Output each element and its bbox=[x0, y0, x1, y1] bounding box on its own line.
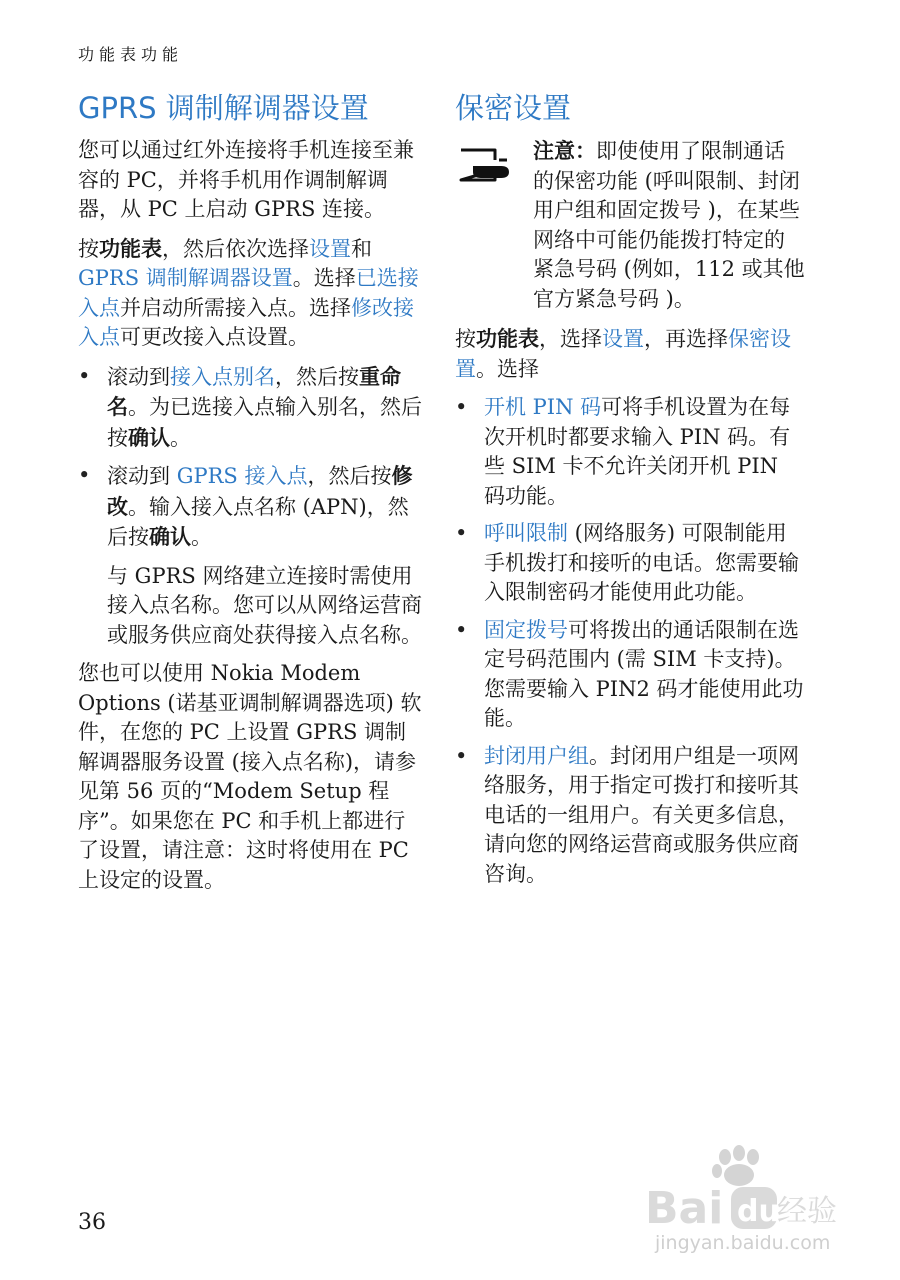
list-item bbox=[78, 362, 423, 454]
menu-term: 确认 bbox=[128, 424, 170, 450]
text: 。封闭用户组是一项网络服务，用于指定可拨打和接听其电话的一组用户。有关更多信息，请向您的网络运营商或服务供应商咨询。 bbox=[484, 743, 799, 886]
text: 。选择 bbox=[476, 356, 539, 381]
text: 。 bbox=[191, 525, 212, 549]
section-title-security-settings: 保密设置 bbox=[455, 91, 572, 125]
text: 可更改接入点设置。 bbox=[120, 325, 309, 349]
note-hand-icon bbox=[459, 146, 511, 184]
list-item bbox=[455, 742, 805, 890]
text: ，然后按 bbox=[275, 364, 359, 389]
text: 按 bbox=[455, 327, 476, 351]
text: 。 bbox=[170, 425, 191, 450]
list-item bbox=[455, 393, 805, 511]
text: ，再选择 bbox=[644, 327, 728, 351]
paragraph-instructions bbox=[78, 234, 423, 353]
text: ，选择 bbox=[539, 327, 602, 351]
paragraph-security-instructions bbox=[455, 324, 805, 384]
text: 。输入接入点名称 (APN)，然后按 bbox=[107, 494, 409, 549]
text: (网络服务) 可限制能用手机拨打和接听的电话。您需要输入限制密码才能使用此功能。 bbox=[484, 521, 799, 604]
text: 可将手机设置为在每次开机时都要求输入 PIN 码。有些 SIM 卡不允许关闭开机 PIN 码功能。 bbox=[484, 395, 791, 508]
link-call-barring[interactable]: 呼叫限制 bbox=[484, 521, 568, 545]
link-pin-code-request[interactable]: 开机 PIN 码 bbox=[484, 395, 602, 419]
list-item bbox=[78, 461, 423, 553]
text: 即使使用了限制通话的保密功能 (呼叫限制、封闭用户组和固定拨号 )，在某些网络中可能仍能拨打特定的紧急号码 (例如，112 或其他官方紧急号码 )。 bbox=[533, 139, 805, 311]
link-selected-access-point[interactable]: 已选接入点 bbox=[78, 266, 419, 320]
text: 滚动到 bbox=[107, 364, 170, 389]
page-number: 36 bbox=[78, 1210, 106, 1235]
note-text bbox=[533, 136, 805, 314]
link-closed-user-group[interactable]: 封闭用户组 bbox=[484, 743, 589, 768]
right-column bbox=[455, 88, 805, 898]
section-title-gprs-modem: GPRS 调制解调器设置 bbox=[78, 91, 369, 125]
link-edit-access-point[interactable]: 修改接入点 bbox=[78, 295, 414, 349]
menu-term: 功能表 bbox=[99, 235, 162, 261]
svg-text:jingyan.baidu.com: jingyan.baidu.com bbox=[655, 1232, 831, 1254]
link-gprs-modem-settings[interactable]: GPRS 调制解调器设置 bbox=[78, 266, 293, 290]
left-column bbox=[78, 88, 423, 904]
bullet-list-right bbox=[455, 393, 805, 889]
paragraph-apn-info: 与 GPRS 网络建立连接时需使用接入点名称。您可以从网络运营商或服务供应商处获得接入点名称。 bbox=[107, 563, 422, 647]
bullet-list-left bbox=[78, 362, 423, 553]
note-label: 注意： bbox=[533, 138, 596, 163]
text: 按 bbox=[78, 236, 99, 261]
svg-text:经验: 经验 bbox=[777, 1194, 837, 1229]
text: ，然后按 bbox=[307, 464, 392, 488]
menu-term: 确认 bbox=[149, 524, 191, 549]
note-box bbox=[455, 136, 805, 314]
text: ，然后依次选择 bbox=[162, 236, 309, 261]
list-item bbox=[455, 616, 805, 734]
text: 可将拨出的通话限制在选定号码范围内 (需 SIM 卡支持)。您需要输入 PIN2 码才能使用此功能。 bbox=[484, 617, 804, 730]
link-settings[interactable]: 设置 bbox=[602, 327, 644, 351]
paragraph-modem-options: 您也可以使用 Nokia Modem Options (诺基亚调制解调器选项) 软件，在您的 PC 上设置 GPRS 调制解调器服务设置 (接入点名称)，请参见第 56 页的“Modem Setup 程序”。如果您在 PC 和手机上都进行了设置，请注意：这时将使用在 PC 上设定的设置。 bbox=[78, 661, 422, 892]
link-gprs-access-point[interactable]: GPRS 接入点 bbox=[176, 464, 308, 488]
link-security-settings[interactable]: 保密设置 bbox=[455, 327, 791, 381]
menu-term: 修改 bbox=[107, 463, 413, 519]
link-access-point-alias[interactable]: 接入点别名 bbox=[170, 364, 275, 389]
text: 和 bbox=[351, 236, 372, 261]
svg-text:Bai: Bai bbox=[645, 1183, 724, 1234]
text: 滚动到 bbox=[107, 464, 177, 488]
list-item bbox=[455, 519, 805, 608]
baidu-watermark-logo bbox=[635, 1145, 845, 1260]
link-settings[interactable]: 设置 bbox=[309, 236, 351, 261]
text: 。为已选接入点输入别名，然后按 bbox=[107, 395, 422, 450]
svg-text:du: du bbox=[737, 1194, 780, 1229]
running-header: 功能表功能 bbox=[78, 45, 184, 64]
menu-term: 功能表 bbox=[476, 326, 539, 351]
text: 并启动所需接入点。选择 bbox=[120, 295, 351, 320]
menu-term: 重命名 bbox=[107, 363, 401, 419]
paragraph-intro: 您可以通过红外连接将手机连接至兼容的 PC，并将手机用作调制解调器，从 PC 上启动 GPRS 连接。 bbox=[78, 138, 414, 221]
text: 。选择 bbox=[292, 266, 356, 290]
link-fixed-dialing[interactable]: 固定拨号 bbox=[484, 617, 568, 642]
